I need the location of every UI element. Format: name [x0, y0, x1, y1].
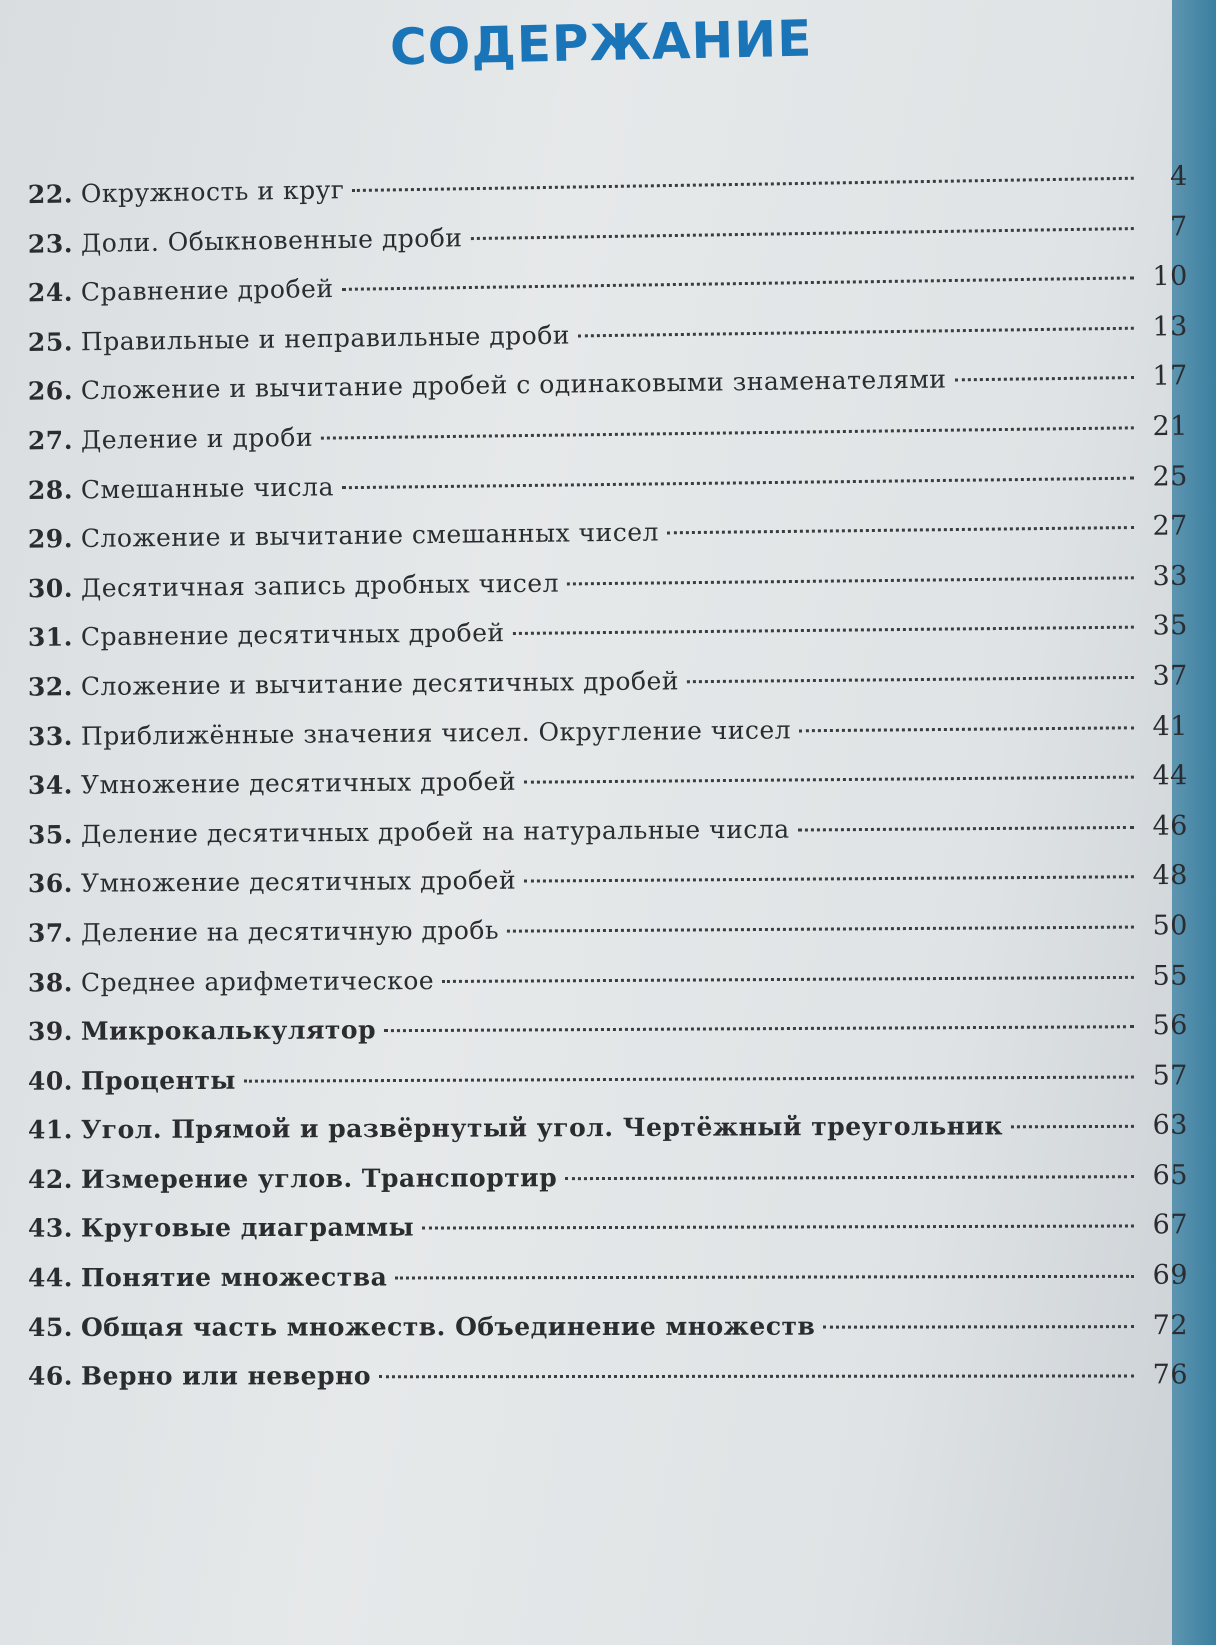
- entry-number: 31.: [27, 622, 74, 653]
- entry-page: 21: [1152, 410, 1189, 443]
- entry-page: 7: [1169, 210, 1189, 243]
- dot-leader: [1011, 1125, 1134, 1129]
- entry-page: 27: [1152, 510, 1189, 542]
- dot-leader: [524, 776, 1134, 784]
- entry-number: 34.: [27, 770, 74, 800]
- entry-page: 76: [1152, 1359, 1189, 1391]
- entry-title: Проценты: [80, 1065, 237, 1096]
- dot-leader: [352, 177, 1133, 192]
- dot-leader: [567, 576, 1134, 585]
- toc-entry: [28, 1310, 1188, 1362]
- entry-page: 37: [1152, 660, 1189, 692]
- dot-leader: [823, 1325, 1134, 1329]
- toc-entry: [28, 860, 1188, 918]
- dot-leader: [578, 326, 1134, 337]
- entry-title: Десятичная запись дробных чисел: [80, 568, 560, 603]
- entry-title: Правильные и неправильные дроби: [80, 320, 571, 357]
- dot-leader: [565, 1175, 1134, 1180]
- entry-number: 26.: [27, 376, 74, 407]
- entry-number: 35.: [27, 819, 74, 850]
- entry-number: 44.: [27, 1263, 74, 1293]
- toc-entry: [28, 760, 1188, 819]
- entry-page: 50: [1152, 910, 1189, 942]
- entry-number: 38.: [27, 967, 74, 997]
- entry-page: 57: [1152, 1059, 1189, 1092]
- dot-leader: [954, 376, 1133, 381]
- entry-number: 36.: [27, 869, 74, 899]
- entry-title: Общая часть множеств. Объединение множеств: [80, 1311, 816, 1342]
- dot-leader: [667, 526, 1134, 534]
- entry-number: 28.: [27, 475, 74, 505]
- entry-title: Умножение десятичных дробей: [80, 766, 517, 800]
- entry-title: Понятие множества: [80, 1262, 388, 1293]
- entry-page: 4: [1169, 160, 1189, 193]
- entry-title: Сложение и вычитание десятичных дробей: [80, 666, 680, 701]
- entry-title: Приближённые значения чисел. Округление чисел: [80, 714, 792, 751]
- dot-leader: [244, 1075, 1134, 1082]
- entry-title: Угол. Прямой и развёрнутый угол. Чертёжный треугольник: [80, 1111, 1004, 1145]
- entry-page: 65: [1152, 1159, 1189, 1191]
- dot-leader: [799, 726, 1134, 732]
- entry-number: 23.: [27, 228, 74, 259]
- entry-number: 24.: [27, 277, 74, 308]
- entry-title: Деление и дроби: [80, 422, 314, 455]
- dot-leader: [384, 1025, 1134, 1032]
- entry-number: 45.: [27, 1312, 74, 1342]
- entry-number: 43.: [27, 1214, 74, 1244]
- entry-title: Сложение и вычитание смешанных чисел: [80, 517, 660, 554]
- entry-number: 30.: [27, 573, 74, 604]
- entry-title: Микрокалькулятор: [80, 1015, 377, 1046]
- entry-page: 44: [1152, 760, 1189, 792]
- toc-entry: [28, 960, 1188, 1016]
- entry-page: 35: [1152, 610, 1189, 642]
- entry-number: 41.: [27, 1115, 74, 1145]
- page-title: СОДЕРЖАНИЕ: [389, 9, 813, 77]
- dot-leader: [341, 277, 1133, 291]
- entry-page: 17: [1152, 360, 1189, 393]
- dot-leader: [513, 626, 1134, 635]
- entry-number: 37.: [27, 918, 74, 948]
- toc-entry: [28, 1010, 1188, 1066]
- dot-leader: [395, 1275, 1134, 1280]
- toc-entry: [28, 1360, 1188, 1411]
- entry-page: 69: [1152, 1259, 1189, 1291]
- entry-title: Окружность и круг: [80, 175, 345, 209]
- entry-title: Умножение десятичных дробей: [80, 865, 517, 899]
- dot-leader: [507, 925, 1134, 932]
- dot-leader: [422, 1225, 1134, 1230]
- entry-title: Доли. Обыкновенные дроби: [80, 222, 463, 258]
- dot-leader: [321, 426, 1134, 439]
- entry-number: 27.: [27, 425, 74, 456]
- entry-number: 46.: [27, 1361, 74, 1391]
- entry-title: Сложение и вычитание дробей с одинаковыми знаменателями: [80, 364, 947, 406]
- entry-page: 56: [1152, 1010, 1189, 1042]
- toc-entry: [28, 1110, 1188, 1164]
- entry-title: Сравнение десятичных дробей: [80, 618, 505, 652]
- dot-leader: [379, 1375, 1134, 1379]
- entry-number: 40.: [27, 1066, 74, 1096]
- entry-title: Верно или неверно: [80, 1361, 372, 1391]
- entry-title: Измерение углов. Транспортир: [80, 1163, 558, 1194]
- entry-page: 67: [1152, 1209, 1189, 1241]
- entry-number: 22.: [27, 179, 74, 210]
- entry-number: 39.: [27, 1016, 74, 1047]
- entry-number: 33.: [27, 721, 74, 751]
- entry-number: 29.: [27, 524, 74, 554]
- toc-entry: [28, 1060, 1188, 1115]
- entry-page: 48: [1152, 860, 1189, 892]
- entry-title: Сравнение дробей: [80, 274, 334, 307]
- entry-title: Деление десятичных дробей на натуральные числа: [80, 814, 790, 849]
- entry-page: 10: [1152, 260, 1189, 293]
- entry-page: 72: [1152, 1309, 1189, 1341]
- dot-leader: [687, 676, 1134, 683]
- table-of-contents: [27, 160, 1189, 1410]
- entry-number: 32.: [27, 672, 74, 702]
- toc-entry: [28, 1210, 1188, 1263]
- toc-entry: [28, 910, 1188, 967]
- entry-number: 25.: [27, 327, 74, 357]
- entry-page: 46: [1152, 810, 1189, 842]
- entry-page: 13: [1152, 310, 1189, 343]
- entry-title: Деление на десятичную дробь: [80, 915, 500, 948]
- entry-title: Смешанные числа: [80, 471, 335, 504]
- entry-page: 25: [1152, 460, 1189, 493]
- dot-leader: [470, 227, 1133, 240]
- entry-page: 63: [1152, 1109, 1189, 1142]
- dot-leader: [798, 826, 1134, 832]
- entry-title: Среднее арифметическое: [80, 965, 435, 997]
- entry-page: 33: [1152, 560, 1189, 592]
- toc-entry: [28, 1160, 1188, 1214]
- entry-title: Круговые диаграммы: [80, 1213, 415, 1243]
- dot-leader: [442, 975, 1134, 982]
- dot-leader: [524, 876, 1134, 883]
- toc-entry: [28, 1260, 1188, 1312]
- dot-leader: [342, 476, 1134, 489]
- entry-page: 41: [1152, 710, 1189, 742]
- entry-number: 42.: [27, 1164, 74, 1194]
- entry-page: 55: [1152, 960, 1189, 992]
- toc-entry: [28, 810, 1188, 869]
